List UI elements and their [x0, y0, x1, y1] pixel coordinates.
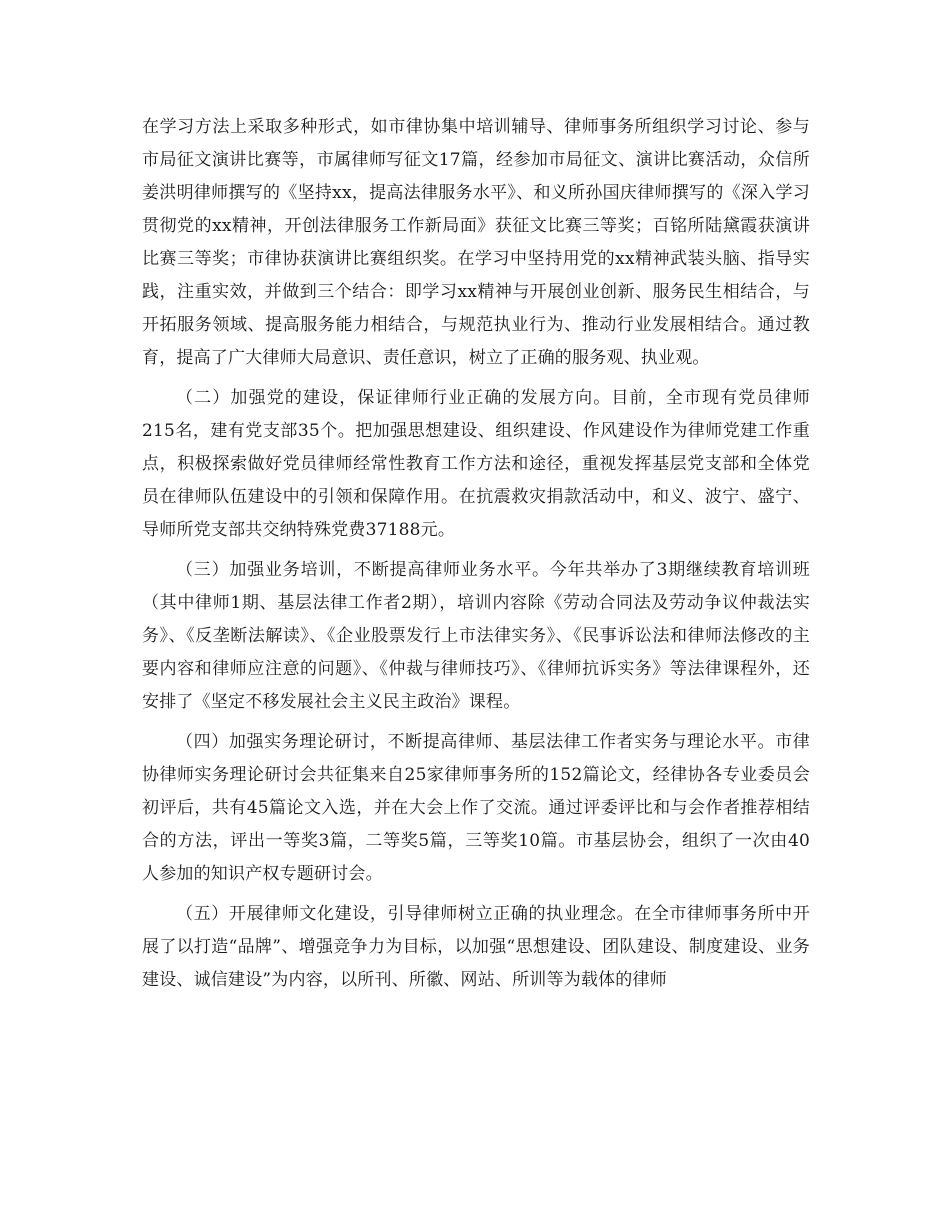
- paragraph-business-training: （三）加强业务培训，不断提高律师业务水平。今年共举办了3期继续教育培训班（其中律师1期、基层法律工作者2期），培训内容除《劳动合同法及劳动争议仲裁法实务》、《反垄断法解读》、《企业股票发行上市法律实务》、《民事诉讼法和律师法修改的主要内容和律师应注意的问题》、《仲裁与律师技巧》、《律师抗诉实务》等法律课程外，还安排了《坚定不移发展社会主义民主政治》课程。: [142, 560, 810, 712]
- document-body: [142, 111, 810, 1004]
- paragraph-theory-research: （四）加强实务理论研讨，不断提高律师、基层法律工作者实务与理论水平。市律协律师实务理论研讨会共征集来自25家律师事务所的152篇论文，经律协各专业委员会初评后，共有45篇论文入选，并在大会上作了交流。通过评委评比和与会作者推荐相结合的方法，评出一等奖3篇，二等奖5篇，三等奖10篇。市基层协会，组织了一次由40人参加的知识产权专题研讨会。: [142, 732, 810, 884]
- paragraph-lawyer-culture: （五）开展律师文化建设，引导律师树立正确的执业理念。在全市律师事务所中开展了以打造“品牌”、增强竞争力为目标，以加强“思想建设、团队建设、制度建设、业务建设、诚信建设”为内容，以所刊、所徽、网站、所训等为载体的律师: [142, 904, 810, 990]
- paragraph-continuation: 在学习方法上采取多种形式，如市律协集中培训辅导、律师事务所组织学习讨论、参与市局征文演讲比赛等，市属律师写征文17篇，经参加市局征文、演讲比赛活动，众信所姜洪明律师撰写的《坚持xx，提高法律服务水平》、和义所孙国庆律师撰写的《深入学习贯彻党的xx精神，开创法律服务工作新局面》获征文比赛三等奖；百铭所陆黛霞获演讲比赛三等奖；市律协获演讲比赛组织奖。在学习中坚持用党的xx精神武装头脑、指导实践，注重实效，并做到三个结合：即学习xx精神与开展创业创新、服务民生相结合，与开拓服务领域、提高服务能力相结合，与规范执业行为、推动行业发展相结合。通过教育，提高了广大律师大局意识、责任意识，树立了正确的服务观、执业观。: [142, 117, 810, 368]
- paragraph-party-building: （二）加强党的建设，保证律师行业正确的发展方向。目前，全市现有党员律师215名，建有党支部35个。把加强思想建设、组织建设、作风建设作为律师党建工作重点，积极探索做好党员律师经常性教育工作方法和途径，重视发挥基层党支部和全体党员在律师队伍建设中的引领和保障作用。在抗震救灾捐款活动中，和义、波宁、盛宁、导师所党支部共交纳特殊党费37188元。: [142, 388, 810, 540]
